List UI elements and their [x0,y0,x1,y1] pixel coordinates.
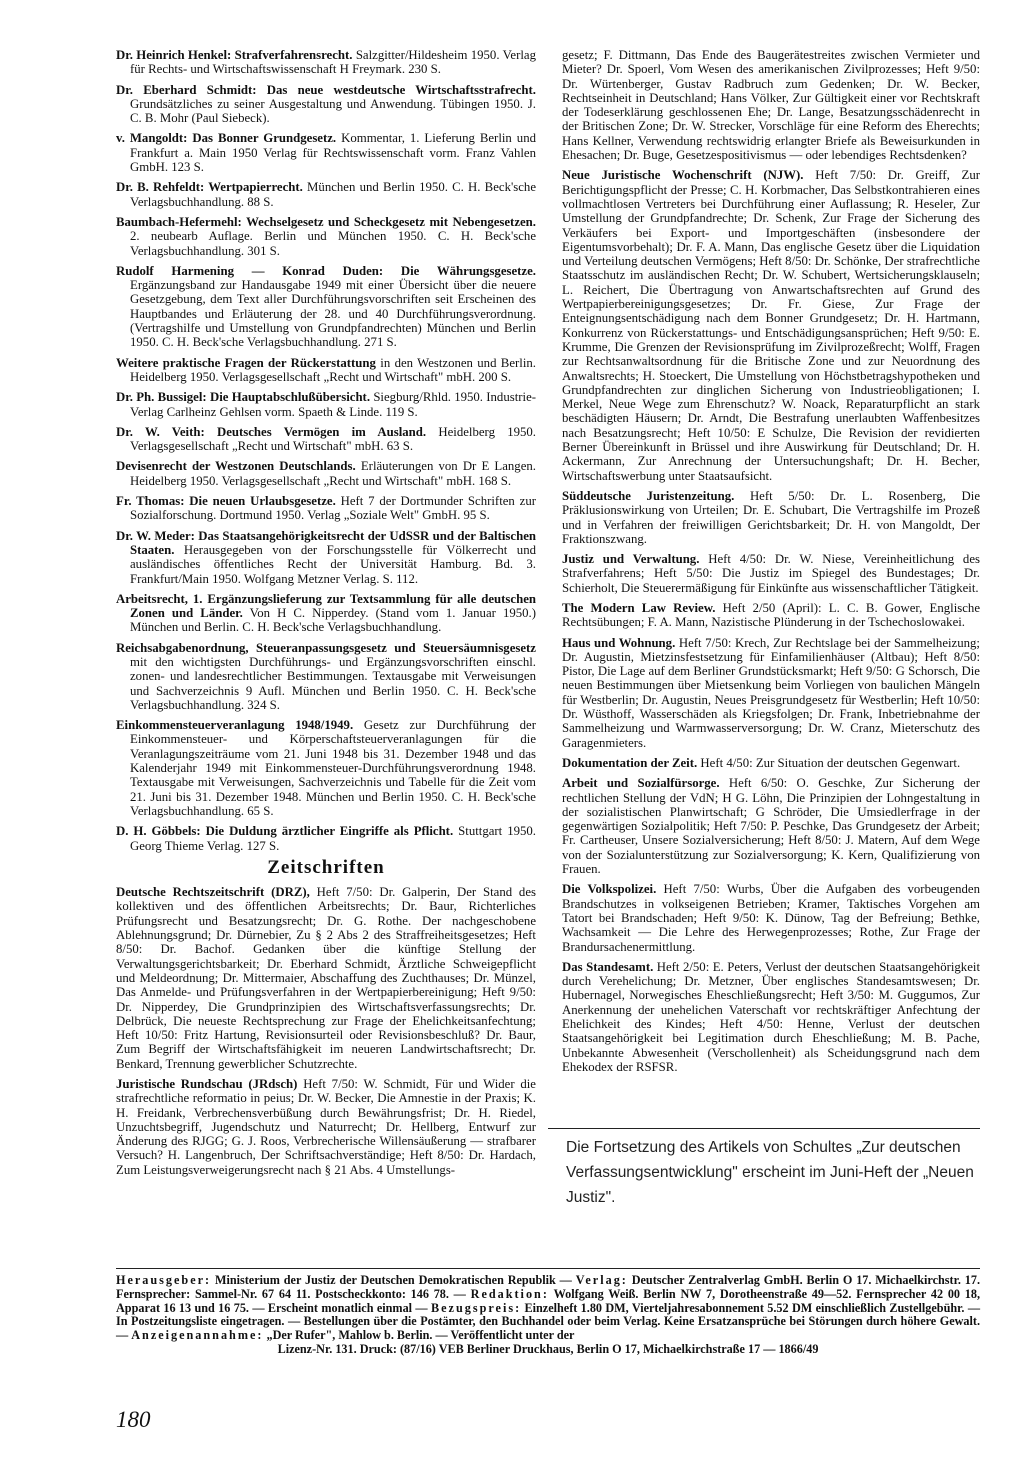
entry-heading: Baumbach-Hefermehl: Wechselgesetz und Scheckgesetz mit Nebengesetzen. [116,214,536,229]
imprint-license-line: Lizenz-Nr. 131. Druck: (87/16) VEB Berliner Druckhaus, Berlin O 17, Michaelkirchstraße 17 — 1866/49 [277,1341,819,1356]
entry-text: Heft 7/50: Krech, Zur Rechtslage bei der Sammelheizung; Dr. Augustin, Mietzinsfestsetzung für Einfamilienhäuser (Altbau); Heft 8/50: Pistor, Die Lage auf dem Berliner Grundstücksmarkt; Heft 9/50: G Schorsch, Die neuen Bestimmungen über Mietsenkung beim Vorliegen von baulichen Mängeln für Westberlin; Dr. Augustin, Neues Preisgrundgesetz für Westberlin; Heft 10/50: Dr. Wüsthoff, Wasserschäden als Kriegsfolgen; Dr. Frank, Inbetriebnahme der Sammelheizung und Warmwasserversorgung; Dr. W. Cranz, Mieterschutz des Garagenmieters. [562,635,980,750]
entry-text: Herausgegeben von der Forschungsstelle für Völkerrecht und ausländisches öffentliches Recht der Universität Hamburg. Bd. 3. Frankfurt/Main 1950. Wolfgang Metzner Verlag. S. 112. [130,542,536,586]
notice-text: Die Fortsetzung des Artikels von Schultes „Zur deutschen Verfassungsentwicklung" erscheint im Juni-Heft der „Neuen Justiz". [566,1139,974,1206]
entry-heading: Dr. W. Veith: Deutsches Vermögen im Ausland. [116,424,427,439]
entry-heading: Dr. Eberhard Schmidt: Das neue westdeutsche Wirtschaftsstrafrecht. [116,82,536,97]
list-item [116,131,536,174]
list-item [562,776,980,876]
entry-heading: Justiz und Verwaltung. [562,552,700,567]
journal-continuation: gesetz; F. Dittmann, Das Ende des Baugerätestreites zwischen Vermieter und Mieter? Dr. Spoerl, Vom Wesen des amerikanischen Zivilprozesses; Heft 9/50: Dr. Würtenberger, Gustav Radbruch zum Gedenken; Dr. W. Becker, Rechtseinheit in Deutschland; Hans Völker, Zur Gültigkeit einer vor Rechtskraft der Todeserklärung geschlossenen Ehe; Dr. Lange, Besatzungsschädenrecht in der Britischen Zone; Dr. W. Strecker, Vorschläge für eine Reform des Eherechts; Hans Kellner, Verwendung rechtswidrig erlangter Briefe als Beweisurkunden in Ehesachen; Dr. Buge, Gesetzespositivismus — oder lebendiges Rechtsdenken? [562,48,980,163]
imprint [116,1274,980,1357]
imprint-verlag: Deutscher Zentralverlag GmbH. Berlin O 17. Michaelkirchstr. 17. Fernsprecher: Sammel-Nr. 67 64 11. Postscheckkonto: 146 78. — [116,1273,981,1301]
entry-text: Heft 2/50: E. Peters, Verlust der deutschen Staatsangehörigkeit durch Verehelichung; Dr. Metzner, Über englisches Standesamtswesen; Dr. Hubernagel, Norwegisches Eheschließungsrecht; Heft 3/50: M. Guggumos, Zur Anerkennung der unehelichen Vaterschaft vor rechtskräftiger Anfechtung der Ehelichkeit des Kindes; Heft 4/50: Henne, Verlust der deutschen Staatsangehörigkeit bei Legitimation durch Eheschließung; M. B. Pache, Unbekannte Abwesenheit (Verschollenheit) als Scheidungsgrund nach dem Ehekodex der RSFSR. [562,959,980,1074]
footer-divider [116,1268,980,1269]
book-list [116,48,536,853]
entry-heading: v. Mangoldt: Das Bonner Grundgesetz. [116,131,337,146]
list-item [562,882,980,953]
entry-heading: Juristische Rundschau (JRdsch) [116,1077,298,1091]
entry-heading: Reichsabgabenordnung, Steueranpassungsgesetz und Steuersäumnisgesetz [116,640,536,655]
entry-heading: Einkommensteuerveranlagung 1948/1949. [116,718,354,733]
entry-text: 2. neubearb Auflage. Berlin und München 1950. C. H. Beck'sche Verlagsbuchhandlung. 301 S. [130,229,536,258]
list-item [116,356,536,385]
list-item [116,529,536,586]
journal-list-left [116,885,536,1177]
imprint-label-verlag: Verlag: [575,1273,628,1287]
entry-text: Heft 4/50: Dr. W. Niese, Vereinheitlichung des Strafverfahrens; Heft 5/50: Die Justiz im Spiegel des Bundestages; Dr. Schierholt, Die Steuerermäßigung für Einkünfte aus wissenschaftlicher Tätigkeit. [562,552,980,595]
imprint-publisher: Ministerium der Justiz der Deutschen Demokratischen Republik — [214,1273,572,1287]
journal-list-right [562,168,980,1074]
list-item [116,215,536,258]
entry-heading: Arbeit und Sozialfürsorge. [562,776,720,791]
list-item [116,494,536,523]
entry-heading: D. H. Göbbels: Die Duldung ärztlicher Eingriffe als Pflicht. [116,824,454,839]
right-column [562,48,980,1080]
list-item [562,601,980,630]
list-item [116,885,536,1071]
imprint-bezugspreis: Einzelheft 1.80 DM, Vierteljahresabonnement 5.52 DM einschließlich Zustellgebühr. — In Postzeitungsliste eingetragen. — Bestellungen über die Postämter, den Buchhandel oder beim Verlag. Keine Ersatzansprüche bei Störungen durch höhere Gewalt. — [116,1300,981,1343]
entry-heading: Devisenrecht der Westzonen Deutschlands. [116,459,356,474]
entry-text: Ergänzungsband zur Handausgabe 1949 mit einer Übersicht über die neuere Gesetzgebung, dem Text aller Durchführungsvorschriften seit Erscheinen des Hauptbandes und Erläuterung der 28. und 40 Durchführungsverordnung. (Vertragshilfe und Umstellung von Grundpfandrechten) München und Berlin 1950. C. H. Beck'sche Verlagsbuchhandlung. 271 S. [130,278,536,350]
entry-heading: Fr. Thomas: Die neuen Urlaubsgesetze. [116,494,336,509]
entry-heading: Weitere praktische Fragen der Rückerstattung [116,355,376,370]
entry-text: Heft 4/50: Zur Situation der deutschen Gegenwart. [700,755,961,770]
list-item [116,83,536,126]
page-number: 180 [116,1407,151,1432]
entry-heading: Dr. B. Rehfeldt: Wertpapierrecht. [116,180,303,195]
list-item [562,168,980,483]
entry-heading: Haus und Wohnung. [562,635,676,650]
list-item [562,756,980,770]
entry-text: Heft 7/50: Wurbs, Über die Aufgaben des vorbeugenden Brandschutzes in volkseigenen Betrieben; Kramer, Taktisches Vorgehen am Tatort bei Brandschaden; Heft 9/50: K. Dünow, Tag der Befreiung; Bethke, Wachsamkeit — Die Lehre des Herwegenprozesses; Rothe, Zur Frage der Brandursachenermittlung. [562,882,981,954]
entry-text: Salzgitter/Hildesheim 1950. Verlag für Rechts- und Wirtschaftswissenschaft H Freymark. 230 S. [130,48,537,77]
list-item [116,180,536,209]
list-item [116,824,536,853]
imprint-anzeigen: „Der Rufer", Mahlow b. Berlin. — Veröffentlicht unter der [266,1328,575,1343]
imprint-label-anzeigen: Anzeigenannahme: [131,1328,264,1343]
entry-text: Heft 5/50: Dr. L. Rosenberg, Die Präklusionswirkung von Urteilen; Dr. E. Schubart, Die Vertragshilfe im Prozeß und in Verfahren der freiwilligen Gerichtsbarkeit; Dr. H. von Mangoldt, Der Fraktionszwang. [562,488,981,546]
entry-text: Kommentar, 1. Lieferung Berlin und Frankfurt a. Main 1950 Verlag für Rechtswissenschaft vorm. Franz Vahlen GmbH. 123 S. [130,131,536,175]
entry-heading: Süddeutsche Juristenzeitung. [562,488,735,503]
entry-text: Siegburg/Rhld. 1950. Industrie-Verlag Carlheinz Gehlsen vorm. Spaeth & Linde. 119 S. [130,390,537,419]
entry-heading: Arbeitsrecht, 1. Ergänzungslieferung zur Textsammlung für alle deutschen Zonen und Länder. [116,591,536,621]
list-item [116,264,536,350]
imprint-label-publisher: Herausgeber: [116,1273,212,1287]
continuation-notice [548,1128,980,1210]
entry-text: Von H C. Nipperdey. (Stand vom 1. Januar 1950.) München und Berlin. C. H. Beck'sche Verlagsbuchhandlung. [130,606,536,635]
list-item [116,1077,536,1177]
entry-heading: Dr. Heinrich Henkel: Strafverfahrensrecht. [116,48,353,62]
entry-heading: Rudolf Harmening — Konrad Duden: Die Währungsgesetze. [116,263,536,278]
list-item [116,592,536,635]
list-item [562,552,980,595]
entry-text: Heft 2/50 (April): L. C. B. Gower, Englische Rechtsübungen; F. A. Mann, Nazistische Plünderung in der Tschechoslowakei. [562,600,981,630]
entry-text: Heft 7 der Dortmunder Schriften zur Sozialforschung. Dortmund 1950. Verlag „Soziale Welt" GmbH. 95 S. [130,494,536,523]
left-column [116,48,536,1183]
imprint-redaktion: Wolfgang Weiß. Berlin NW 7, Dorotheenstraße 49—52. Fernsprecher 42 00 18, Apparat 16 13 und 16 75. — Erscheint monatlich einmal — [116,1286,980,1315]
list-item [116,718,536,818]
entry-text: in den Westzonen und Berlin. Heidelberg 1950. Verlagsgesellschaft „Recht und Wirtschaft" mbH. 200 S. [130,355,536,384]
entry-text: Heidelberg 1950. Verlagsgesellschaft „Recht und Wirtschaft" mbH. 63 S. [130,424,536,454]
list-item [116,641,536,712]
list-item [562,960,980,1074]
imprint-label-bezugspreis: Bezugspreis: [431,1300,522,1315]
entry-heading: Dr. Ph. Bussigel: Die Hauptabschlußübersicht. [116,390,371,405]
entry-text: München und Berlin 1950. C. H. Beck'sche Verlagsbuchhandlung. 88 S. [130,180,537,209]
list-item [116,425,536,454]
entry-text: Stuttgart 1950. Georg Thieme Verlag. 127 S. [130,824,536,853]
entry-heading: Die Volkspolizei. [562,882,657,897]
entry-heading: Dr. W. Meder: Das Staatsangehörigkeitsrecht der UdSSR und der Baltischen Staaten. [116,528,536,557]
entry-text: Heft 7/50: Dr. Galperin, Der Stand des kollektiven und des öffentlichen Arbeitsrechts; Dr. Baur, Richterliches Prüfungsrecht und Besatzungsrecht; Dr. G. Rothe. Der nachgeschobene Ablehnungsgrund; Dr. Dürnebier, Zu § 2 Abs 2 des Straffreiheitsgesetzes; Heft 8/50: Dr. Bachof. Gedanken über die künftige Stellung der Verwaltungsgerichtsbarkeit; Dr. Eberhard Schmidt, Ärztliche Schweigepflicht und Meldeordnung; Dr. Mittermaier, Abschaffung des Zuchthauses; Dr. Münzel, Das Anmelde- und Prüfungsverfahren in der Wertpapierbereinigung; Heft 9/50: Dr. Nipperdey, Die Grundprinzipien des Wirtschaftsverfassungsrechts; Dr. Delbrück, Die neueste Rechtsprechung zur Frage der Ehelichkeitsanfechtung; Heft 10/50: Fritz Hartung, Revisionsurteil oder Revisionsbeschluß? Dr. Baur, Zum Begriff der Wirtschaftsfähigkeit im neueren Landwirtschaftsrecht; Dr. Benkard, Trennung gewerblicher Schutzrechte. [116,885,536,1071]
entry-text: mit den wichtigsten Durchführungs- und Ergänzungsvorschriften einschl. zonen- und landesrechtlicher Bestimmungen. Textausgabe mit Verweisungen und Sachverzeichnis 9 Aufl. München und Berlin 1950. C. H. Beck'sche Verlagsbuchhandlung. 324 S. [130,654,536,712]
entry-heading: The Modern Law Review. [562,600,716,615]
section-title-zeitschriften: Zeitschriften [267,856,385,878]
imprint-label-redaktion: Redaktion: [470,1286,549,1301]
list-item [116,48,536,77]
entry-text: Gesetz zur Durchführung der Einkommensteuer- und Körperschaftsteuerveranlagungen für die Veranlagungszeiträume vom 21. Juni 1948 bis 31. Dezember 1948 und das Kalenderjahr 1949 mit Einkommensteuer-Durchführungsverordnung 1948. Textausgabe mit Verweisungen, Sachverzeichnis und Tabelle für die Zeit vom 21. Juni bis 31. Dezember 1948. München und Berlin 1950. C. H. Beck'sche Verlagsbuchhandlung. 65 S. [130,718,537,818]
entry-text: Heft 7/50: W. Schmidt, Für und Wider die strafrechtliche reformatio in peius; Dr. W. Becker, Die Amnestie in der Praxis; K. H. Freidank, Verbrechensverbüßung durch Bewährungsfrist; Dr. H. Riedel, Unzuchtsbegriff, Jugendschutz und Naturrecht; Dr. Hellberg, Entwurf zur Änderung des RJGG; G. J. Roos, Verbrecherische Willensäußerung — strafbarer Versuch? H. Langenbruch, Der Schriftsachverständige; Heft 8/50: Dr. Hardach, Zum Leistungsverweigerungsrecht nach § 21 Abs. 4 Umstellungs- [116,1077,536,1177]
entry-heading: Dokumentation der Zeit. [562,755,698,770]
entry-text: Grundsätzliches zu seiner Ausgestaltung und Anwendung. Tübingen 1950. J. C. B. Mohr (Paul Siebeck). [130,96,536,126]
list-item [562,636,980,750]
entry-text: Heft 6/50: O. Geschke, Zur Sicherung der rechtlichen Stellung der VdN; H G. Löhn, Die Prinzipien der Lohngestaltung in der sozialistischen Planwirtschaft; G Schröder, Die Umsiedlerfrage in der gegenwärtigen Sozialpolitik; Heft 7/50: P. Peschke, Das Grundgesetz der Arbeit; Fr. Cartheuser, Unsere Sozialversicherung; Heft 8/50: J. Matern, Auf dem Wege von der Sozialunterstützung zur Sozialversorgung; K. Kern, Qualifizierung von Frauen. [562,776,981,877]
entry-text: Erläuterungen von Dr E Langen. Heidelberg 1950. Verlagsgesellschaft „Recht und Wirtschaft" mbH. 168 S. [130,459,536,488]
entry-heading: Deutsche Rechtszeitschrift (DRZ), [116,885,310,900]
entry-heading: Neue Juristische Wochenschrift (NJW). [562,168,804,183]
entry-heading: Das Standesamt. [562,959,654,974]
entry-text: Heft 7/50: Dr. Greiff, Zur Berichtigungspflicht der Presse; C. H. Korbmacher, Das Selbstkontrahieren eines vollmachtlosen Vertreters bei Durchführung einer Auflassung; R. Heseler, Zur Umstellung der Grundpfandrechte; Dr. Schenk, Zur Frage der Sicherung des Verkäufers bei Export- und Importgeschäften (insbesondere der Eigentumsvorbehalt); Dr. F. A. Mann, Das englische Gesetz über die Liquidation und Verteilung deutschen Vermögens; Heft 8/50: Dr. Schönke, Der strafrechtliche Staatsschutz im ausländischen Recht; Dr. W. Schubert, Wertsicherungsklauseln; L. Reichert, Die Übertragung von Anwartschaftsrechten auf Grund des Wertpapierbereinigungsgesetzes; Dr. Fr. Giese, Zur Frage der Enteignungsentschädigung nach dem Bonner Grundgesetz; Dr. H. Hartmann, Konkurrenz von Rückerstattungs- und Entschädigungsansprüchen; Heft 9/50: E. Krumme, Die Grenzen der Revisionsprüfung im Zivilprozeßrecht; Wolff, Fragen zur Rechtsanwaltsordnung für die Britische Zone und zur Neuordnung des Anwaltsrechts; H. Stoeckert, Die Umstellung von Höchstbetragshypotheken und Grundpfandrechten zur dinglichen Sicherung von Industrieobligationen; I. Merkel, Neue Wege zum Ehrenschutz? W. Noack, Reparaturpflicht an stark beschädigten Häusern; Dr. Arndt, Die Bestrafung unerlaubten Waffenbesitzes nach Besatzungsrecht; Heft 10/50: E Schulze, Die Revision der revidierten Berner Übereinkunft in Brüssel und ihre Auswirkung für Deutschland; Dr. H. Ackermann, Zur Anrechnung der Untersuchungshaft; Dr. H. Becher, Wirtschaftswerbung unter Staatsaufsicht. [562,168,980,483]
list-item [562,489,980,546]
list-item [116,459,536,488]
list-item [116,390,536,419]
